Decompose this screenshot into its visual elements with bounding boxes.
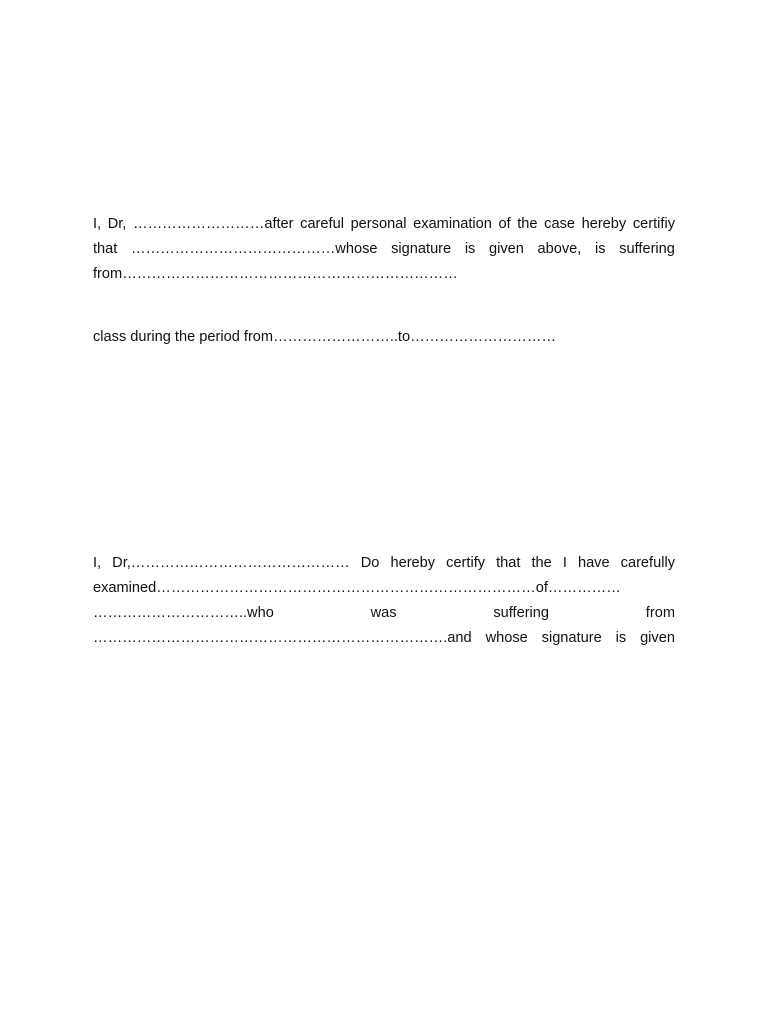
- certificate-paragraph-one: [93, 212, 675, 287]
- word: suffering: [619, 241, 675, 257]
- word: certifiy: [632, 216, 675, 232]
- word: given: [489, 241, 524, 257]
- word: given: [640, 630, 675, 646]
- word: above,: [537, 241, 582, 257]
- word: that: [496, 555, 521, 571]
- paragraph-two-line-1: [93, 551, 675, 576]
- word: careful: [300, 216, 344, 232]
- word: I: [562, 555, 567, 571]
- certificate-paragraph-one-period: [93, 325, 675, 350]
- word: personal: [350, 216, 407, 232]
- certificate-paragraph-two: [93, 551, 675, 651]
- paragraph-two-line-3: [93, 601, 675, 626]
- word: Dr,: [107, 216, 127, 232]
- word: Do: [360, 555, 380, 571]
- paragraph-one-line-2: [93, 237, 675, 262]
- paragraph-one-line-1: [93, 212, 675, 237]
- paragraph-two-line-4: [93, 626, 675, 651]
- word: from: [645, 605, 675, 621]
- word: I,: [93, 216, 102, 232]
- word: have: [577, 555, 610, 571]
- word: ……………………………………………………………….and: [93, 630, 472, 646]
- word: ……………………………………whose: [130, 241, 378, 257]
- word: whose: [485, 630, 528, 646]
- word: is: [595, 241, 606, 257]
- paragraph-two-line-2: examined……………………………………………………………………of……………: [93, 580, 621, 596]
- word: was: [370, 605, 397, 621]
- word: suffering: [493, 605, 550, 621]
- word: case: [544, 216, 575, 232]
- word: carefully: [620, 555, 675, 571]
- word: is: [615, 630, 627, 646]
- word: signature: [541, 630, 602, 646]
- period-line: class during the period from……………………..to…………………………: [93, 329, 557, 345]
- word: the: [531, 555, 552, 571]
- word: I,: [93, 555, 102, 571]
- word: certify: [446, 555, 486, 571]
- word: signature: [391, 241, 452, 257]
- word: hereby: [581, 216, 627, 232]
- word: Dr,………………………………………: [112, 555, 350, 571]
- word: examination: [413, 216, 492, 232]
- word: …………………………..who: [93, 605, 274, 621]
- word: of: [498, 216, 511, 232]
- word: is: [464, 241, 476, 257]
- word: that: [93, 241, 118, 257]
- word: hereby: [390, 555, 436, 571]
- word: ………………………after: [132, 216, 294, 232]
- paragraph-one-line-3: from……………………………………………………………: [93, 266, 458, 282]
- word: the: [517, 216, 538, 232]
